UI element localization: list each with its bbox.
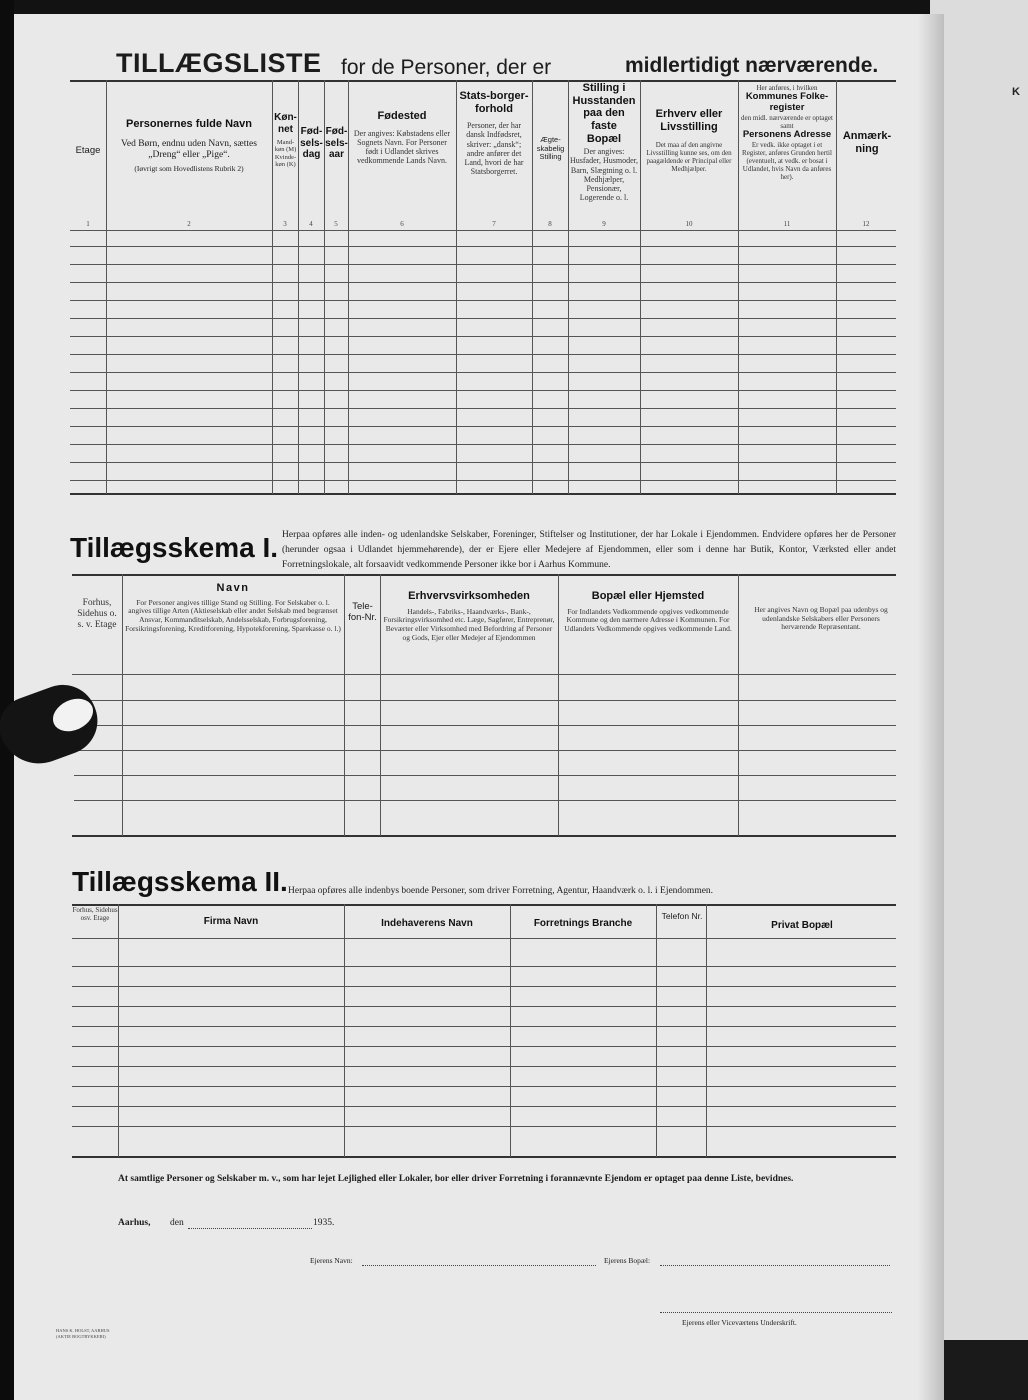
adjacent-page xyxy=(930,0,1028,1400)
skema2-col-indehaver: Indehaverens Navn xyxy=(381,918,473,929)
liste-title: TILLÆGSLISTE xyxy=(116,48,322,78)
adjacent-page-text: K xyxy=(1012,86,1020,98)
skema1-col-bopael-text: For Indlandets Vedkommende opgives vedkommende Kommune og den nærmere Adresse i Kommunen. For Udlandets Vedkommende opgives vedkommende Land. xyxy=(564,606,732,633)
form-page xyxy=(14,14,930,1400)
printer-imprint: HANS K. HOLST, AARHUS (AKTIE BOGTRYKKERI) xyxy=(56,1328,110,1340)
skema2-col-etage: Forhus, Sidehus osv. Etage xyxy=(72,906,118,923)
liste-col-aegteskab: Ægte-skabelig Stilling xyxy=(536,135,565,162)
liste-col-num: 6 xyxy=(400,220,404,228)
liste-col-num: 2 xyxy=(187,220,191,228)
liste-col-navn-text: Ved Børn, endnu uden Navn, sættes „Dreng“ eller „Pige“. xyxy=(121,138,257,160)
signature-field[interactable] xyxy=(660,1312,892,1313)
skema1-col-bopael-title: Bopæl eller Hjemsted xyxy=(591,590,705,602)
skema1-col-bopael xyxy=(560,590,736,634)
signature-label: Ejerens eller Viceværtens Underskrift. xyxy=(682,1318,797,1327)
liste-col-num: 11 xyxy=(783,220,791,228)
scan-background-corner xyxy=(940,1340,1028,1400)
liste-col-folkeregister-text3: Er vedk. ikke optaget i et Register, anføres Grunden hertil (eventuelt, at vedk. er bosat i Udlandet, hvis Navn da anføres her). xyxy=(742,140,832,182)
skema1-col-erhverv-text: Handels-, Fabriks-, Haandværks-, Bank-, Forsikringsvirksomhed etc. Læge, Sagfører, Entreprenør, Beværter eller Virksomhed med Befordring af Personer og Gods, Ejer eller Medejer af Ejendommen xyxy=(383,606,555,642)
date-field[interactable] xyxy=(188,1228,312,1229)
liste-col-num: 5 xyxy=(334,220,338,228)
declaration-text: At samtlige Personer og Selskaber m. v., som har lejet Lejlighed eller Lokaler, bor eller driver Forretning i forannævnte Ejendom er optaget paa denne Liste, bevidnes. xyxy=(118,1174,794,1184)
liste-col-folkeregister xyxy=(740,84,834,181)
liste-col-anmaerkning: Anmærk-ning xyxy=(842,130,892,155)
skema1-col-erhverv xyxy=(382,590,556,642)
liste-col-statsborger-text: Personer, der har dansk Indfødsret, skriver: „dansk“; andre anfører det Land, hvori de har Statsborgerret. xyxy=(464,121,524,177)
liste-col-navn-note: (Iøvrigt som Hovedlistens Rubrik 2) xyxy=(134,164,244,174)
skema1-col-erhverv-title: Erhvervsvirksomheden xyxy=(408,590,530,602)
year-label: 1935. xyxy=(313,1218,335,1228)
skema2-col-privat-bopael: Privat Bopæl xyxy=(771,920,833,931)
liste-col-folkeregister-adresse: Personens Adresse xyxy=(742,128,832,140)
skema1-col-navn-text: For Personer angives tillige Stand og Stilling. For Selskaber o. l. angives tillige Arten (Aktieselskab eller andet Selskab med begrænset Ansvar, Kommanditselskab, Andelsselskab, Forbrugsforening, Forsikringsforening, Kreditforening, Hypotekforening, Sparekasse o. l.) xyxy=(125,597,341,633)
liste-col-num: 12 xyxy=(862,220,870,228)
liste-col-erhverv xyxy=(642,108,736,173)
skema2-col-telefon: Telefon Nr. xyxy=(661,911,703,921)
liste-col-fodested-title: Fødested xyxy=(377,110,427,122)
owner-name-field[interactable] xyxy=(362,1265,596,1266)
skema1-title: Tillægsskema I. xyxy=(70,532,279,563)
liste-col-konnet-title: Køn-net xyxy=(274,112,297,135)
liste-title-rest: for de Personer, der er xyxy=(341,56,552,79)
skema1-intro: Herpaa opføres alle inden- og udenlandske Selskaber, Foreninger, Stiftelser og Institutioner, der har Lokale i Ejendommen. Endvidere opføres her de Personer (herunder ogsaa i Udlandet hjemmehørende), der er Ejere eller Medejere af Ejendommen, eller som i denne har Butik, Kontor, Værksted eller andet Forretningslokale, alt forsaavidt vedkommende Personer ikke bor i Aarhus Kommune. xyxy=(282,530,896,570)
liste-col-num: 9 xyxy=(602,220,606,228)
date-label: den xyxy=(170,1218,184,1228)
owner-address-field[interactable] xyxy=(660,1265,890,1266)
liste-col-stilling-title: Stilling i Husstanden paa den faste xyxy=(572,82,636,132)
liste-col-num: 1 xyxy=(86,220,90,228)
liste-col-fodested-text: Der angives: Købstadens eller Sognets Navn. For Personer født i Udlandet skrives vedkommende Lands Navn. xyxy=(353,128,451,166)
liste-col-fodselsaar: Fød-sels-aar xyxy=(325,126,348,160)
skema1-col-repraesentant: Her angives Navn og Bopæl paa udenbys og udenlandske Selskabers eller Personers herværende Repræsentant. xyxy=(754,605,888,632)
liste-col-stilling-bopael: Bopæl xyxy=(586,132,622,145)
page-fold-shadow xyxy=(918,14,944,1400)
liste-col-num: 3 xyxy=(283,220,287,228)
liste-col-konnet xyxy=(273,112,298,169)
liste-col-folkeregister-text2: den midl. nærværende er optaget samt xyxy=(741,113,833,130)
liste-title-emphasis: midlertidigt nærværende. xyxy=(625,54,879,77)
liste-col-konnet-sub: Mand-køn (M) Kvinde-køn (K) xyxy=(274,139,297,169)
skema2-col-branche: Forretnings Branche xyxy=(533,918,633,929)
liste-col-folkeregister-text1: Her anføres, i hvilken xyxy=(756,84,818,92)
liste-col-statsborger xyxy=(458,90,530,176)
liste-col-navn xyxy=(108,118,270,174)
owner-name-label: Ejerens Navn: xyxy=(310,1256,353,1265)
skema2-intro: Herpaa opføres alle indenbys boende Personer, som driver Forretning, Agentur, Haandværk o. l. i Ejendommen. xyxy=(288,886,714,896)
liste-col-fodselsdag: Fød-sels-dag xyxy=(300,126,323,160)
skema1-col-navn xyxy=(124,582,342,633)
liste-col-navn-title: Personernes fulde Navn xyxy=(126,118,252,130)
skema2-title: Tillægsskema II. xyxy=(72,866,288,897)
liste-col-stilling xyxy=(570,82,638,202)
liste-col-folkeregister-title: Kommunes Folke-register xyxy=(745,91,829,113)
liste-col-num: 10 xyxy=(685,220,693,228)
city-label: Aarhus, xyxy=(118,1218,151,1228)
liste-col-num: 7 xyxy=(492,220,496,228)
liste-col-stilling-text: Der angives: Husfader, Husmoder, Barn, Slægtning o. l. Medhjælper, Pensionær, Logerende o. l. xyxy=(570,147,639,203)
skema1-col-navn-title: Navn xyxy=(216,582,250,594)
liste-col-statsborger-title: Stats-borger-forhold xyxy=(459,90,529,115)
liste-col-num: 4 xyxy=(309,220,313,228)
liste-col-etage: Etage xyxy=(75,145,101,156)
skema1-col-telefon: Tele-fon-Nr. xyxy=(348,601,377,623)
liste-col-erhverv-title: Erhverv eller Livsstilling xyxy=(655,108,723,133)
liste-col-fodested xyxy=(350,110,454,165)
skema1-col-etage: Forhus, Sidehus o. s. v. Etage xyxy=(77,598,117,630)
skema2-col-firma: Firma Navn xyxy=(203,916,259,927)
scan-background-left xyxy=(0,0,14,1400)
liste-col-erhverv-text: Det maa af den angivne Livsstilling kunne ses, om den paagældende er Principal eller Medhjælper. xyxy=(646,141,732,174)
owner-address-label: Ejerens Bopæl: xyxy=(604,1256,651,1265)
liste-col-num: 8 xyxy=(548,220,552,228)
